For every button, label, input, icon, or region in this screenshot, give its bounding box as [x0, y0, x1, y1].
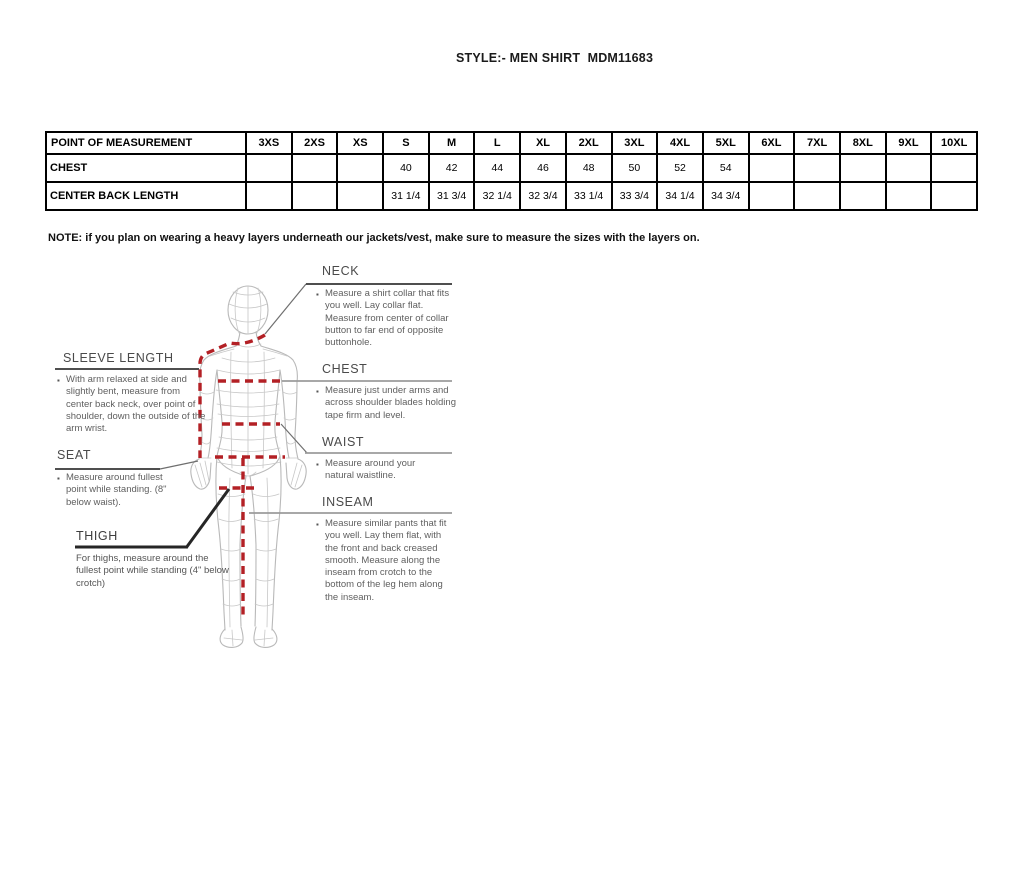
size-value-cell — [337, 154, 383, 182]
neck-description-block — [316, 288, 453, 349]
col-header-size-3xs: 3XS — [246, 132, 292, 154]
bullet-icon: ▪ — [316, 387, 319, 396]
size-value-cell — [794, 154, 840, 182]
bullet-icon: ▪ — [57, 474, 60, 483]
inseam-description: Measure similar pants that fit you well. Lay them flat, with the front and back creased smooth. Measure along the inseam from crotch to the bottom of the leg hem along the inseam. — [325, 518, 447, 603]
col-header-size-2xl: 2XL — [566, 132, 612, 154]
sleeve-length-description-block — [57, 374, 206, 435]
size-value-cell: 54 — [703, 154, 749, 182]
inseam-description-block — [316, 518, 455, 604]
col-header-size-10xl: 10XL — [931, 132, 977, 154]
size-value-cell — [886, 154, 932, 182]
bullet-icon: ▪ — [316, 520, 319, 529]
col-header-size-xl: XL — [520, 132, 566, 154]
waist-leader-line — [281, 424, 307, 453]
col-header-size-9xl: 9XL — [886, 132, 932, 154]
sleeve-length-heading: SLEEVE LENGTH — [63, 351, 174, 365]
col-header-size-5xl: 5XL — [703, 132, 749, 154]
size-value-cell — [246, 154, 292, 182]
page-title: STYLE:- MEN SHIRT MDM11683 — [456, 51, 654, 65]
neck-leader-line — [265, 284, 306, 334]
seat-leader-line — [160, 461, 198, 469]
sleeve-length-description: With arm relaxed at side and slightly bent, measure from center back neck, over point of shoulder, down the outside of the arm wrist. — [66, 374, 206, 435]
seat-heading: SEAT — [57, 448, 92, 462]
size-value-cell — [931, 182, 977, 210]
size-value-cell: 34 1/4 — [657, 182, 703, 210]
size-value-cell: 32 3/4 — [520, 182, 566, 210]
thigh-description-block — [76, 553, 231, 590]
thigh-description: For thighs, measure around the fullest point while standing (4" below crotch) — [76, 553, 229, 589]
col-header-size-7xl: 7XL — [794, 132, 840, 154]
size-value-cell — [840, 154, 886, 182]
size-value-cell: 32 1/4 — [474, 182, 520, 210]
size-value-cell: 46 — [520, 154, 566, 182]
waist-description: Measure around your natural waistline. — [325, 458, 416, 482]
chest-description-block — [316, 385, 457, 422]
neck-heading: NECK — [322, 264, 360, 278]
size-value-cell: 48 — [566, 154, 612, 182]
table-row — [46, 154, 977, 182]
seat-description-block — [57, 472, 184, 509]
thigh-heading: THIGH — [76, 529, 118, 543]
bullet-icon: ▪ — [316, 460, 319, 469]
col-header-size-3xl: 3XL — [612, 132, 658, 154]
size-value-cell — [840, 182, 886, 210]
size-value-cell — [292, 154, 338, 182]
size-value-cell: 44 — [474, 154, 520, 182]
collar-sleeve-measure-line — [200, 335, 265, 458]
waist-description-block — [316, 458, 437, 483]
size-value-cell: 40 — [383, 154, 429, 182]
size-value-cell — [292, 182, 338, 210]
size-value-cell — [794, 182, 840, 210]
mannequin-figure — [191, 286, 306, 647]
chest-description: Measure just under arms and across shoulder blades holding tape firm and level. — [325, 385, 456, 421]
size-value-cell: 50 — [612, 154, 658, 182]
col-header-size-m: M — [429, 132, 475, 154]
neck-description: Measure a shirt collar that fits you well. Lay collar flat. Measure from center of collar button to far end of opposite buttonhole. — [325, 288, 450, 349]
bullet-icon: ▪ — [316, 290, 319, 299]
size-value-cell — [246, 182, 292, 210]
chest-heading: CHEST — [322, 362, 368, 376]
row-label: CHEST — [46, 154, 246, 182]
waist-heading: WAIST — [322, 435, 365, 449]
col-header-size-8xl: 8XL — [840, 132, 886, 154]
table-row — [46, 182, 977, 210]
size-value-cell — [337, 182, 383, 210]
size-value-cell — [886, 182, 932, 210]
bullet-icon: ▪ — [57, 376, 60, 385]
size-value-cell: 31 3/4 — [429, 182, 475, 210]
thigh-leader-line — [186, 489, 229, 548]
col-header-point-of-measurement: POINT OF MEASUREMENT — [46, 132, 246, 154]
size-table-body — [46, 154, 977, 210]
seat-description: Measure around fullest point while standing. (8" below waist). — [66, 472, 167, 508]
size-value-cell — [931, 154, 977, 182]
size-value-cell: 33 1/4 — [566, 182, 612, 210]
size-table-header-row — [46, 132, 977, 154]
col-header-size-4xl: 4XL — [657, 132, 703, 154]
col-header-size-xs: XS — [337, 132, 383, 154]
col-header-size-s: S — [383, 132, 429, 154]
size-value-cell: 31 1/4 — [383, 182, 429, 210]
col-header-size-2xs: 2XS — [292, 132, 338, 154]
note-text: NOTE: if you plan on wearing a heavy layers underneath our jackets/vest, make sure to measure the sizes with the layers on. — [48, 232, 700, 244]
col-header-size-6xl: 6XL — [749, 132, 795, 154]
size-value-cell: 33 3/4 — [612, 182, 658, 210]
size-table — [45, 131, 978, 211]
size-value-cell: 34 3/4 — [703, 182, 749, 210]
row-label: CENTER BACK LENGTH — [46, 182, 246, 210]
inseam-heading: INSEAM — [322, 495, 374, 509]
size-value-cell: 52 — [657, 154, 703, 182]
size-value-cell — [749, 154, 795, 182]
col-header-size-l: L — [474, 132, 520, 154]
size-value-cell — [749, 182, 795, 210]
size-value-cell: 42 — [429, 154, 475, 182]
